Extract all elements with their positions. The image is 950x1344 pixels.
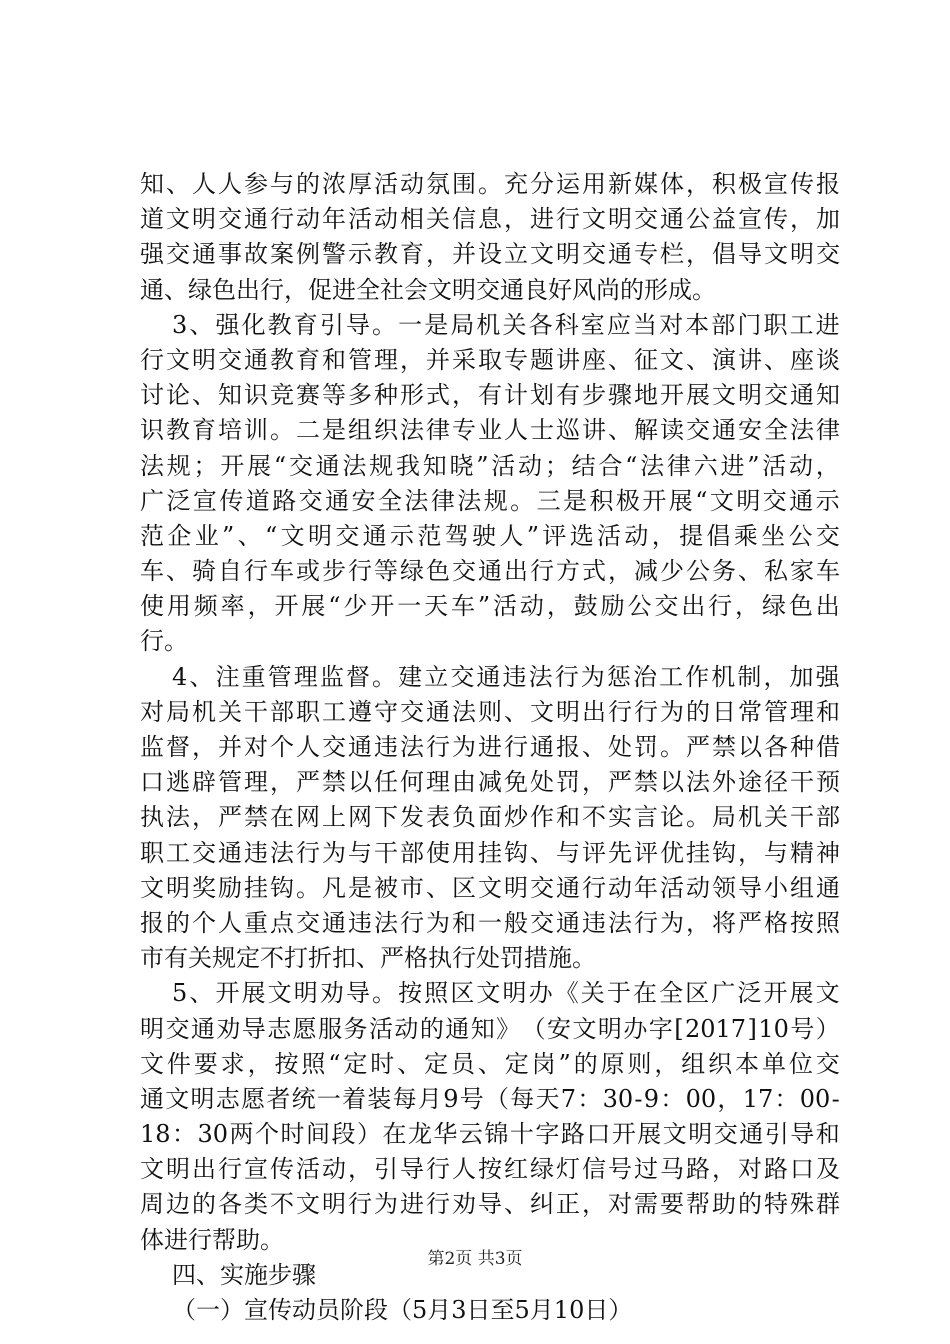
document-body [140, 167, 840, 1328]
text-line: 体进行帮助。 [140, 1225, 284, 1254]
text-line: 周 边 的 各 类 不 文 明 行 为 进 行 劝 导 、 纠 正 ， 对 需 要 帮 助 的 特 殊 群 [140, 1190, 840, 1219]
text-line: 通 文 明 志 愿 者 统 一 着 装 每 月 9 号 （ 每 天 7 ： 30 - 9 ： 00 ， 17 ： 00 - [140, 1084, 840, 1113]
text-line: 道 文 明 交 通 行 动 年 活 动 相 关 信 息 ， 进 行 文 明 交 通 公 益 宣 传 ， 加 [140, 205, 840, 234]
text-line: 职 工 交 通 违 法 行 为 与 干 部 使 用 挂 钩 、 与 评 先 评 优 挂 钩 ， 与 精 神 [140, 838, 840, 867]
text-line: 使 用 频 率 ， 开 展 “ 少 开 一 天 车 ” 活 动 ， 鼓 励 公 交 出 行 ， 绿 色 出 [140, 592, 840, 621]
text-line: 范 企 业 ” 、 “ 文 明 交 通 示 范 驾 驶 人 ” 评 选 活 动 ， 提 倡 乘 坐 公 交 [140, 521, 840, 550]
text-line: 对 局 机 关 干 部 职 工 遵 守 交 通 法 则 、 文 明 出 行 行 为 的 日 常 管 理 和 [140, 697, 840, 726]
text-line: 3 、 强 化 教 育 引 导 。 一 是 局 机 关 各 科 室 应 当 对 本 部 门 职 工 进 [172, 310, 840, 339]
text-line: 知 、 人 人 参 与 的 浓 厚 活 动 氛 围 。 充 分 运 用 新 媒 体 ， 积 极 宣 传 报 [140, 170, 840, 198]
text-line: 4 、 注 重 管 理 监 督 。 建 立 交 通 违 法 行 为 惩 治 工 作 机 制 ， 加 强 [172, 662, 840, 691]
text-line: 行。 [140, 627, 188, 656]
text-line: 讨 论 、 知 识 竞 赛 等 多 种 形 式 ， 有 计 划 有 步 骤 地 开 展 文 明 交 通 知 [140, 381, 840, 410]
text-line: 监 督 ， 并 对 个 人 交 通 违 法 行 为 进 行 通 报 、 处 罚 。 严 禁 以 各 种 借 [140, 733, 840, 761]
page-footer: 第2页 共3页 [427, 1249, 523, 1269]
text-line: 法 规 ； 开 展 “ 交 通 法 规 我 知 晓 ” 活 动 ； 结 合 “ 法 律 六 进 ” 活 动 ， [140, 451, 840, 480]
text-line: 识 教 育 培 训 。 二 是 组 织 法 律 专 业 人 士 巡 讲 、 解 读 交 通 安 全 法 律 [140, 416, 840, 445]
text-line: 广 泛 宣 传 道 路 交 通 安 全 法 律 法 规 。 三 是 积 极 开 展 “ 文 明 交 通 示 [140, 486, 840, 515]
text-line: 口 逃 辟 管 理 ， 严 禁 以 任 何 理 由 减 免 处 罚 ， 严 禁 以 法 外 途 径 干 预 [140, 768, 840, 797]
text-line: 5 、 开 展 文 明 劝 导 。 按 照 区 文 明 办 《 关 于 在 全 区 广 泛 开 展 文 [172, 979, 840, 1008]
text-line: 报 的 个 人 重 点 交 通 违 法 行 为 和 一 般 交 通 违 法 行 为 ， 将 严 格 按 照 [140, 908, 840, 937]
text-line: 通、绿色出行，促进全社会文明交通良好风尚的形成。 [140, 275, 716, 304]
text-line: 文 明 奖 励 挂 钩 。 凡 是 被 市 、 区 文 明 交 通 行 动 年 活 动 领 导 小 组 通 [140, 873, 840, 902]
text-line: 文 件 要 求 ， 按 照 “ 定 时 、 定 员 、 定 岗 ” 的 原 则 ， 组 织 本 单 位 交 [140, 1049, 840, 1078]
text-line: 四、实施步骤 [172, 1260, 316, 1289]
text-line: 明 交 通 劝 导 志 愿 服 务 活 动 的 通 知 》 （ 安 文 明 办 字 [ 2017 ] 10 号 ） [140, 1014, 840, 1043]
text-line: 执 法 ， 严 禁 在 网 上 网 下 发 表 负 面 炒 作 和 不 实 言 论 。 局 机 关 干 部 [140, 803, 840, 832]
text-line: 18 ： 30 两 个 时 间 段 ） 在 龙 华 云 锦 十 字 路 口 开 展 文 明 交 通 引 导 和 [140, 1120, 840, 1149]
text-line: 行 文 明 交 通 教 育 和 管 理 ， 并 采 取 专 题 讲 座 、 征 文 、 演 讲 、 座 谈 [140, 345, 840, 374]
text-line: 车 、 骑 自 行 车 或 步 行 等 绿 色 交 通 出 行 方 式 ， 减 少 公 务 、 私 家 车 [140, 557, 840, 586]
text-line: （一）宣传动员阶段（5月3日至5月10日） [172, 1296, 633, 1324]
text-line: 市有关规定不打折扣、严格执行处罚措施。 [140, 944, 596, 973]
text-line: 文 明 出 行 宣 传 活 动 ， 引 导 行 人 按 红 绿 灯 信 号 过 马 路 ， 对 路 口 及 [140, 1155, 840, 1184]
text-line: 强 交 通 事 故 案 例 警 示 教 育 ， 并 设 立 文 明 交 通 专 栏 ， 倡 导 文 明 交 [140, 240, 840, 269]
